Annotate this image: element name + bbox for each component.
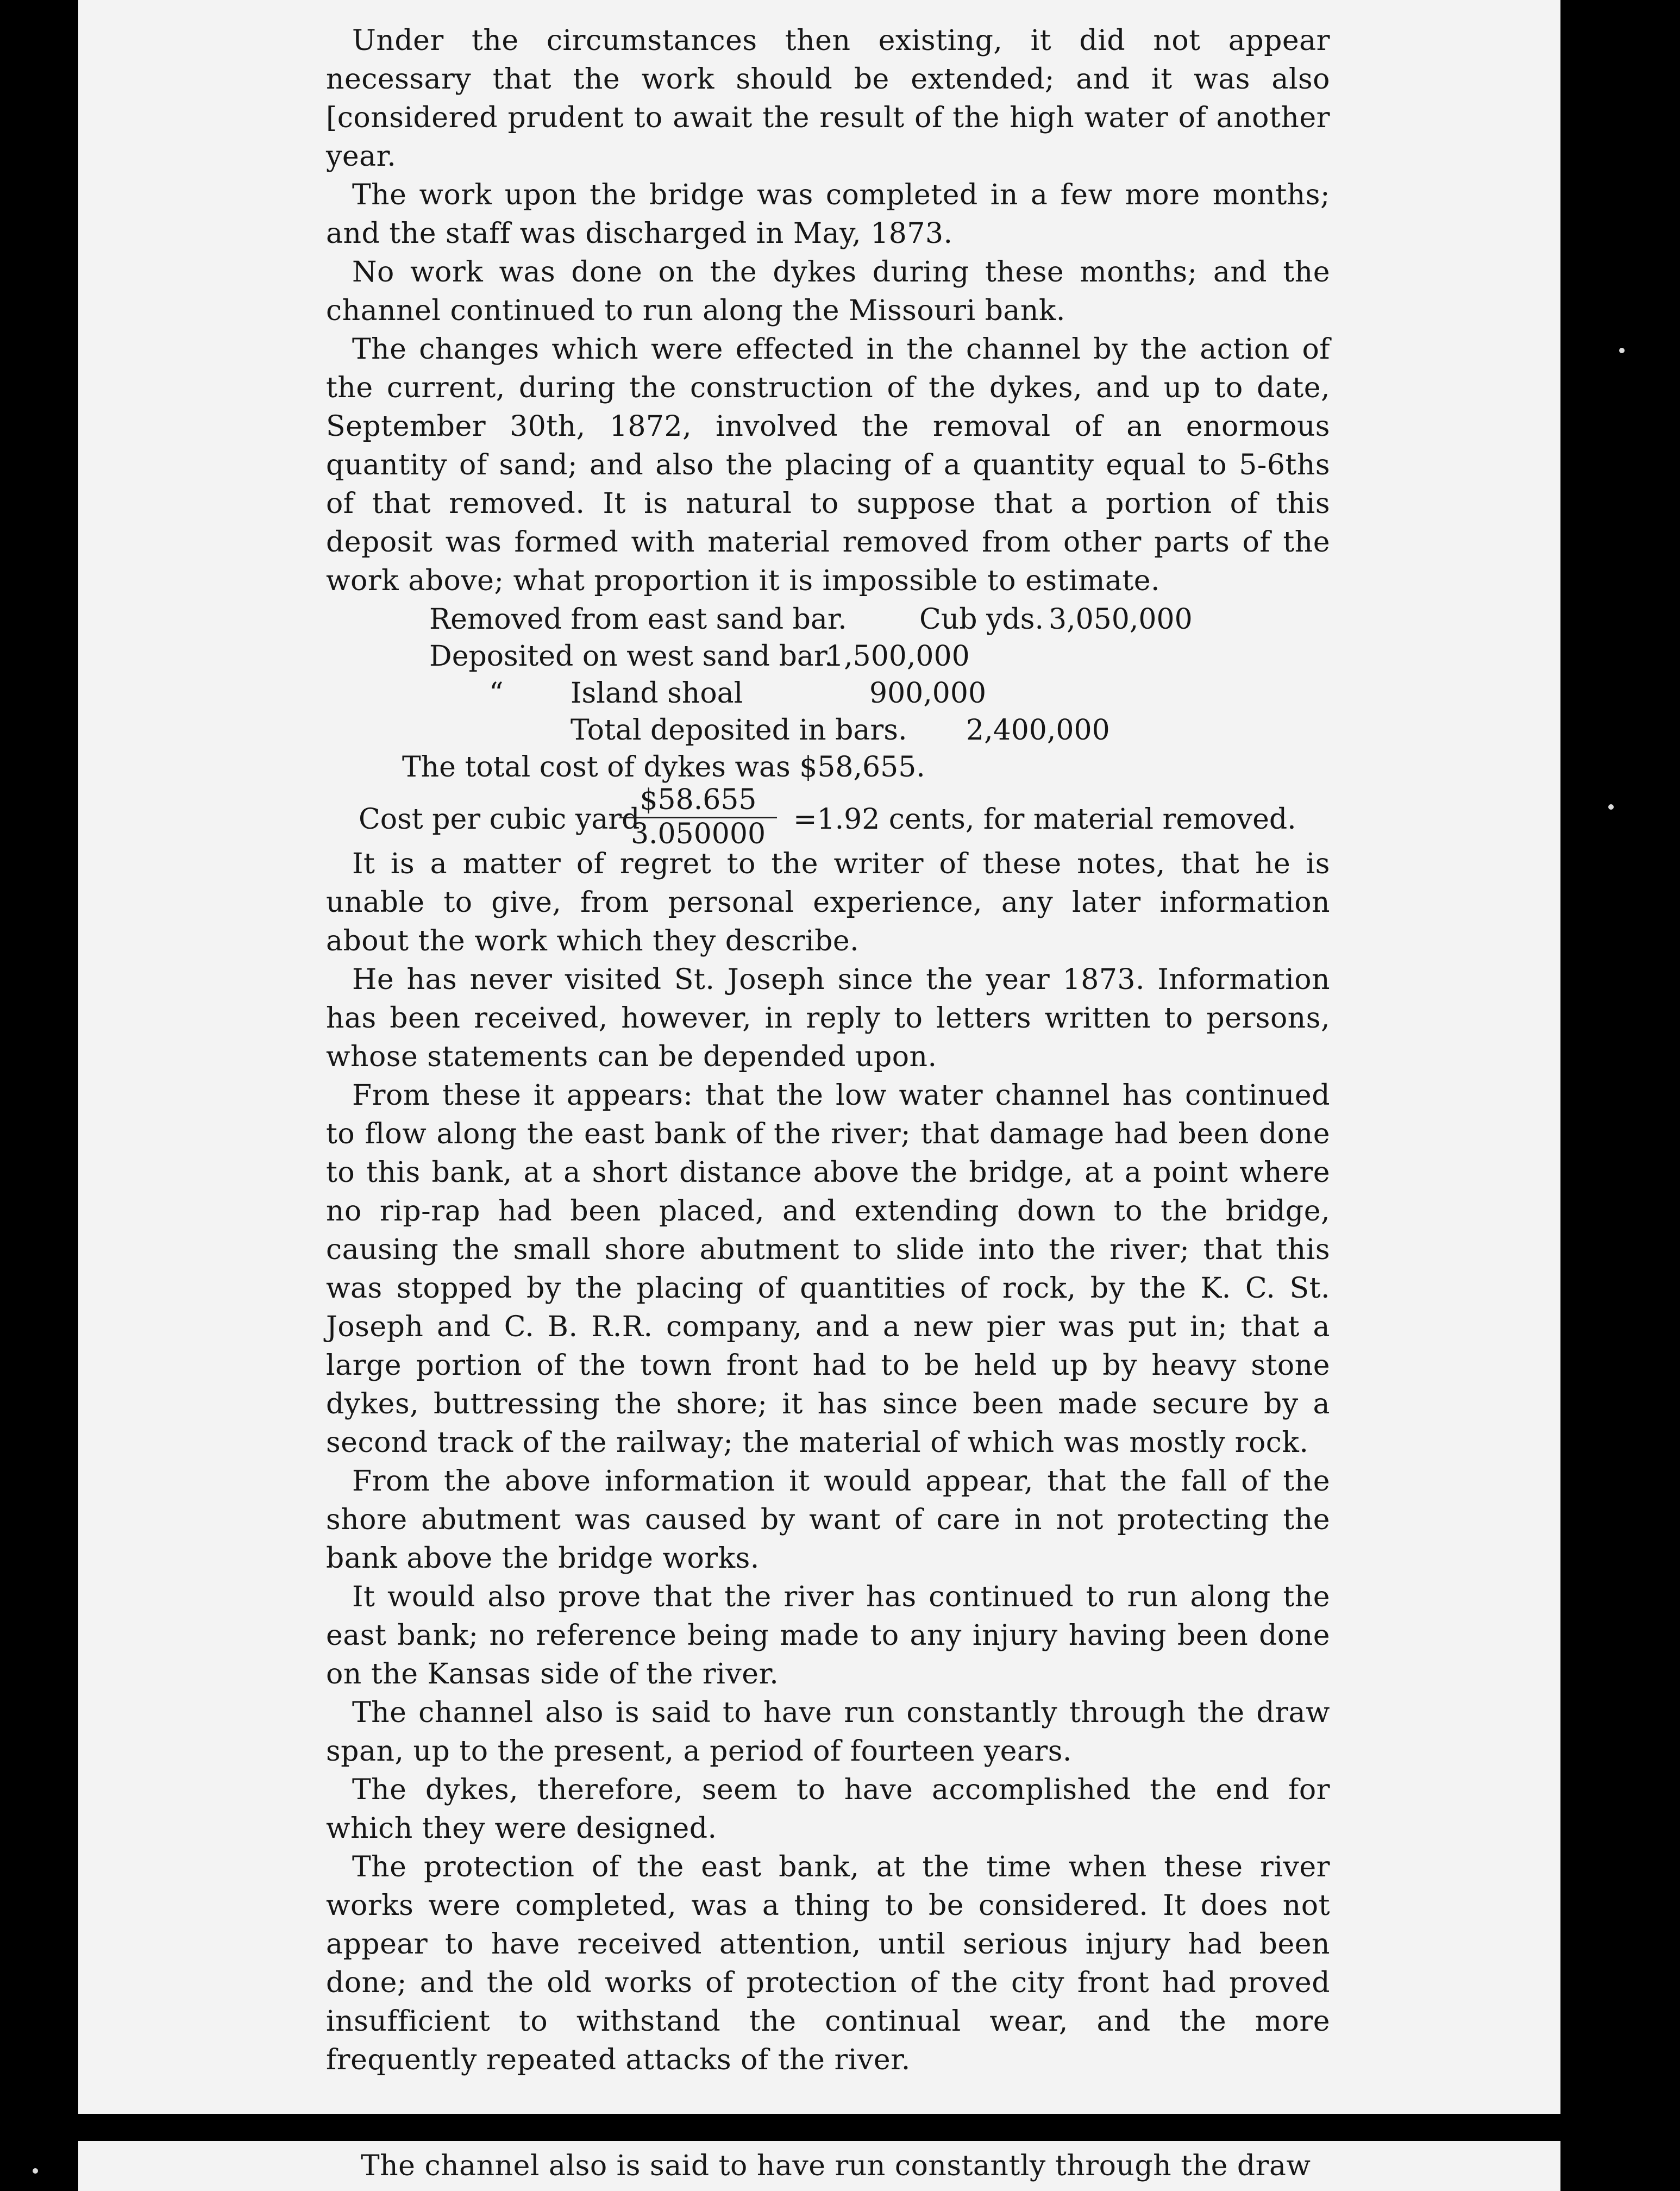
next-page-strip [78, 2141, 1560, 2191]
removed-label: Removed from east sand bar. [429, 603, 847, 636]
total-label: Total deposited in bars. [571, 714, 907, 747]
paragraph: From these it appears: that the low water channel has continued to flow along the east bank of the river; that damage had been done to this bank, at a short distance above the bridge, at a point where no rip-rap had been placed, and extending down to the bridge, causing the small shore abutment to slide into the river; that this was stopped by the placing of quantities of rock, by the K. C. St. Joseph and C. B. R.R. company, and a new pier was put in; that a large portion of the town front had to be held up by heavy stone dykes, buttressing the shore; it has since been made secure by a second track of the railway; the material of which was mostly rock. [326, 1079, 1330, 1459]
total-cost-line [326, 748, 1330, 785]
cost-result: =1.92 cents, for material removed. [793, 803, 1296, 836]
paragraph: It would also prove that the river has continued to run along the east bank; no reference being made to any injury having been done on the Kansas side of the river. [326, 1581, 1330, 1691]
island-label: Island shoal [571, 677, 743, 710]
island-value: 900,000 [869, 677, 987, 710]
paragraph: The protection of the east bank, at the time when these river works were completed, was a thing to be considered. It does not appear to have received attention, until serious injury had been done; and the old works of protection of the city front had proved insufficient to withstand the continual wear, and the more frequently repeated attacks of the river. [326, 1851, 1330, 2076]
paragraph: Under the circumstances then existing, it did not appear necessary that the work should be extended; and it was also [considered prudent to await the result of the high water of another year. [326, 24, 1330, 173]
table-row-island [326, 674, 1330, 711]
table-row-total [326, 711, 1330, 748]
paragraph: From the above information it would appear, that the fall of the shore abutment was caused by want of care in not protecting the bank above the bridge works. [326, 1465, 1330, 1575]
paragraph: No work was done on the dykes during these months; and the channel continued to run along the Missouri bank. [326, 256, 1330, 327]
scan-speck [1619, 348, 1625, 353]
paragraph: The changes which were effected in the channel by the action of the current, during the construction of the dykes, and up to date, September 30th, 1872, involved the removal of an enormous quantity of sand; and also the placing of a quantity equal to 5-6ths of that removed. It is natural to suppose that a portion of this deposit was formed with material removed from other parts of the work above; what proportion it is impossible to estimate. [326, 333, 1330, 597]
table-row-deposited [326, 637, 1330, 674]
paragraph: He has never visited St. Joseph since the year 1873. Information has been received, however, in reply to letters written to persons, whose statements can be depended upon. [326, 963, 1330, 1073]
paragraph: It is a matter of regret to the writer of these notes, that he is unable to give, from personal experience, any later information about the work which they describe. [326, 848, 1330, 957]
next-page-text: The channel also is said to have run constantly through the draw [361, 2150, 1311, 2182]
removed-value: 3,050,000 [1049, 603, 1193, 636]
document-page [78, 0, 1560, 2114]
total-cost: The total cost of dykes was $58,655. [402, 751, 925, 784]
cost-numerator: $58.655 [619, 783, 777, 818]
cost-fraction [619, 783, 777, 850]
table-row-removed [326, 600, 1330, 637]
cost-denominator: 3.050000 [630, 818, 766, 850]
removed-unit: Cub yds. [919, 603, 1044, 636]
paragraph: The channel also is said to have run constantly through the draw span, up to the present, a period of fourteen years. [326, 1697, 1330, 1768]
ditto-mark: “ [489, 677, 504, 710]
cost-label: Cost per cubic yard [359, 803, 640, 836]
deposited-label: Deposited on west sand bar. [429, 640, 833, 673]
cost-per-yard [326, 784, 1330, 850]
scan-speck [1608, 804, 1614, 810]
paragraph: The dykes, therefore, seem to have accomplished the end for which they were designed. [326, 1774, 1330, 1845]
paragraph: The work upon the bridge was completed in a few more months; and the staff was discharged in May, 1873. [326, 179, 1330, 250]
scan-speck [33, 2168, 38, 2174]
total-value: 2,400,000 [966, 714, 1110, 747]
page-text [326, 22, 1330, 2080]
deposited-value: 1,500,000 [826, 640, 970, 673]
